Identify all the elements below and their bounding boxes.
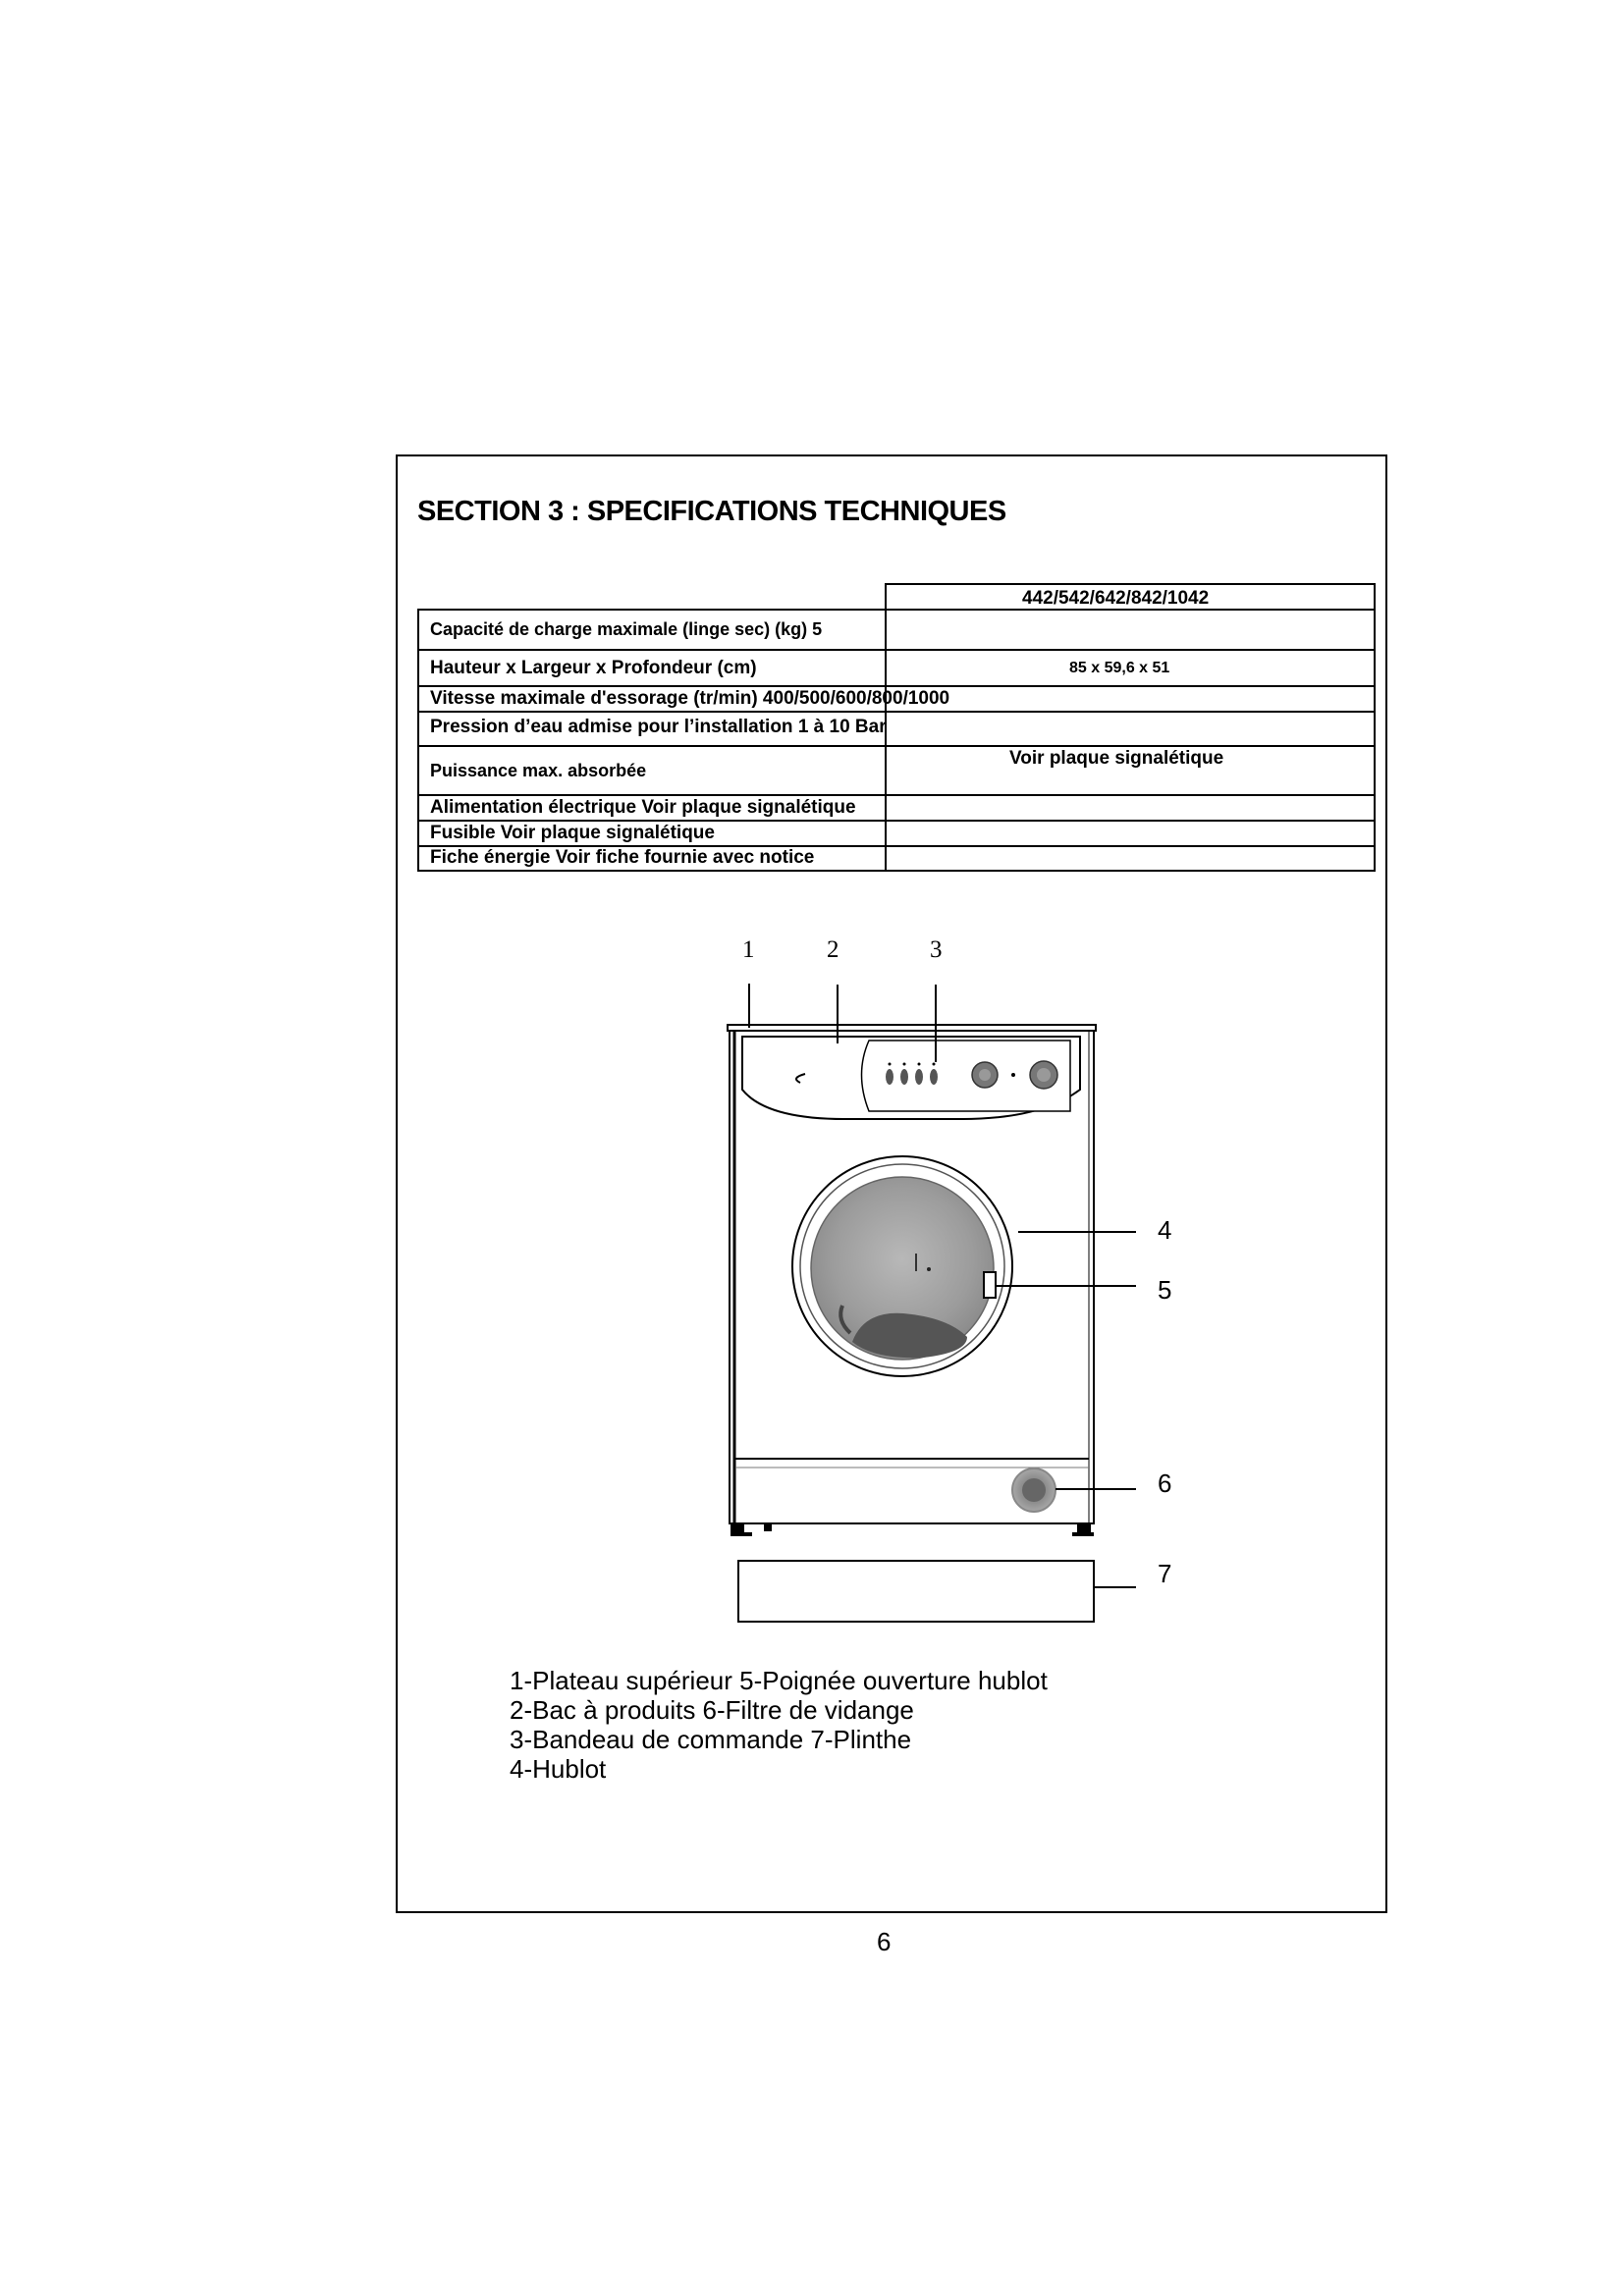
door-handle: [984, 1272, 996, 1298]
callout-1: 1: [742, 936, 755, 963]
legend-line-2: 2-Bac à produits 6-Filtre de vidange: [510, 1695, 914, 1725]
page-number: 6: [877, 1927, 892, 1956]
program-button: [886, 1069, 893, 1085]
control-panel: [742, 1037, 1080, 1119]
machine-foot: [1077, 1523, 1091, 1533]
legend-line-1: 1-Plateau supérieur 5-Poignée ouverture hublot: [510, 1666, 1048, 1695]
program-button: [930, 1069, 938, 1085]
legend-line-4: 4-Hublot: [510, 1754, 607, 1784]
spec-label-power-supply: Alimentation électrique Voir plaque signalétique: [430, 797, 856, 818]
section-title: SECTION 3 : SPECIFICATIONS TECHNIQUES: [417, 496, 1006, 527]
callout-4: 4: [1158, 1215, 1172, 1245]
callout-3: 3: [930, 936, 943, 963]
callout-5: 5: [1158, 1275, 1172, 1305]
spec-label-dimensions: Hauteur x Largeur x Profondeur (cm): [430, 658, 757, 678]
spec-value-power: Voir plaque signalétique: [1009, 748, 1224, 769]
spec-label-spin-speed: Vitesse maximale d'essorage (tr/min) 400/500/600/800/1000: [430, 688, 950, 709]
callout-6: 6: [1158, 1468, 1172, 1498]
porthole: [792, 1156, 1012, 1376]
spec-label-power: Puissance max. absorbée: [430, 761, 647, 780]
callout-7: 7: [1158, 1559, 1172, 1588]
plinth: [738, 1561, 1094, 1622]
callout-2: 2: [827, 936, 839, 963]
spec-label-fuse: Fusible Voir plaque signalétique: [430, 823, 715, 843]
spec-value-dimensions: 85 x 59,6 x 51: [1069, 660, 1170, 676]
model-header: 442/542/642/842/1042: [1022, 588, 1210, 609]
program-button: [915, 1069, 923, 1085]
machine-foot: [764, 1523, 772, 1531]
spec-label-capacity: Capacité de charge maximale (linge sec) (kg) 5: [430, 619, 823, 639]
top-plate: [728, 1025, 1096, 1031]
legend-line-3: 3-Bandeau de commande 7-Plinthe: [510, 1725, 912, 1754]
spec-label-water-pressure: Pression d’eau admise pour l’installation 1 à 10 Bar: [430, 717, 887, 737]
spec-label-energy-sheet: Fiche énergie Voir fiche fournie avec notice: [430, 847, 815, 868]
program-button: [900, 1069, 908, 1085]
machine-foot: [731, 1523, 744, 1533]
